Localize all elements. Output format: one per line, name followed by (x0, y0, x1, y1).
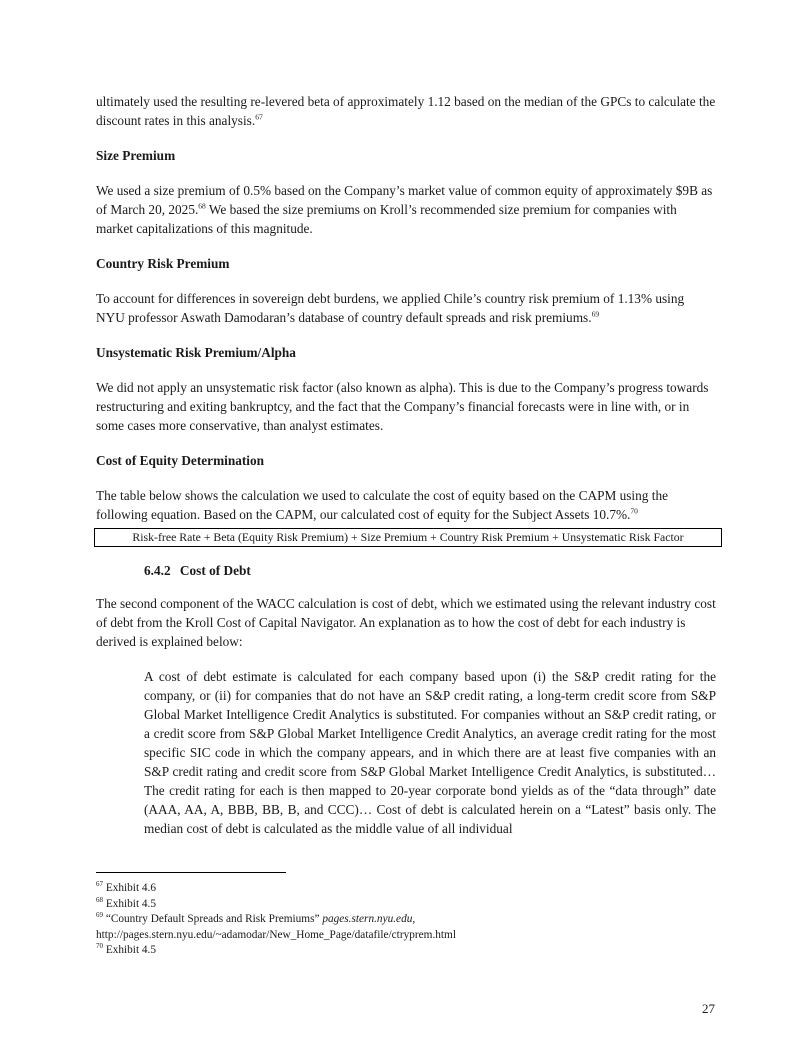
footnote-69: $^{69}$ “Country Default Spreads and Risk Premiums” pages.stern.nyu.edu, (96, 911, 416, 925)
paragraph-cost-of-equity: The table below shows the calculation we used to calculate the cost of equity based on the CAPM using the following equation. Based on the CAPM, our calculated cost of equity for the Subject Assets 10.7%.$^{70}$ (96, 488, 668, 522)
document-body (96, 92, 716, 838)
footnote-ref: 69 (591, 309, 600, 319)
footnote-70: $^{70}$ Exhibit 4.5 (96, 942, 157, 956)
footnote-ref: 68 (198, 201, 206, 211)
heading-size-premium: Size Premium (96, 148, 176, 163)
footnote-68: $^{68}$ Exhibit 4.5 (96, 895, 157, 910)
block-quote: A cost of debt estimate is calculated for each company based upon (i) the S&P credit rating for the company, or (ii) for companies that do not have an S&P credit rating, a long-term credit score from S&P Global Market Intelligence Credit Analytics is substituted. For companies without an S&P credit rating, or a credit score from S&P Global Market Intelligence Credit Analytics, an average credit rating for the most specific SIC code in which the company appears, and in which there are at least five companies with an S&P credit rating and credit score from S&P Global Market Intelligence Credit Analytics, is substituted…The credit rating for each is then mapped to 20-year corporate bond yields as of the “data through” date (AAA, AA, A, BBB, BB, B, and CCC)… Cost of debt is calculated herein on a “Latest” basis only. The median cost of debt is calculated as the middle value of all individual (144, 669, 716, 836)
heading-cost-of-debt: 6.4.2 Cost of Debt (144, 563, 251, 578)
paragraph-beta: ultimately used the resulting re-levered beta of approximately 1.12 based on the median of the GPCs to calculate the discount rates in this analysis.$^{67}$ (96, 94, 716, 128)
paragraph-size-premium: We used a size premium of 0.5% based on the Company’s market value of common equity of approximately $9B as of March 20, 2025.68 We based the size premiums on Kroll’s recommended size premium for companies with market capitalizations of this magnitude. (96, 183, 713, 236)
footnote-divider (96, 872, 286, 873)
footnotes (96, 872, 716, 959)
page-number: 27 (702, 1001, 715, 1016)
footnote-67: $^{67}$ Exhibit 4.6 (96, 880, 157, 894)
heading-cost-of-equity: Cost of Equity Determination (96, 453, 265, 468)
heading-country-risk: Country Risk Premium (96, 256, 230, 271)
footnote-69-url[interactable]: http://pages.stern.nyu.edu/~adamodar/New_Home_Page/datafile/ctryprem.html (96, 928, 456, 941)
heading-alpha: Unsystematic Risk Premium/Alpha (96, 345, 296, 360)
footnote-ref: 67 (255, 112, 263, 122)
paragraph-country-risk: To account for differences in sovereign debt burdens, we applied Chile’s country risk premium of 1.13% using NYU professor Aswath Damodaran’s database of country default spreads and risk premiums.$^{69}$ (96, 291, 685, 325)
footnote-ref: 70 (630, 506, 638, 516)
paragraph-alpha: We did not apply an unsystematic risk factor (also known as alpha). This is due to the Company’s progress towards restructuring and exiting bankruptcy, and the fact that the Company’s financial forecasts were in line with, or in some cases more conservative, than analyst estimates. (96, 380, 709, 433)
paragraph-cost-of-debt: The second component of the WACC calculation is cost of debt, which we estimated using the relevant industry cost of debt from the Kroll Cost of Capital Navigator. An explanation as to how the cost of debt for each industry is derived is explained below: (96, 596, 716, 649)
equation-box: Risk-free Rate + Beta (Equity Risk Premium) + Size Premium + Country Risk Premium + Unsystematic Risk Factor (94, 528, 722, 547)
